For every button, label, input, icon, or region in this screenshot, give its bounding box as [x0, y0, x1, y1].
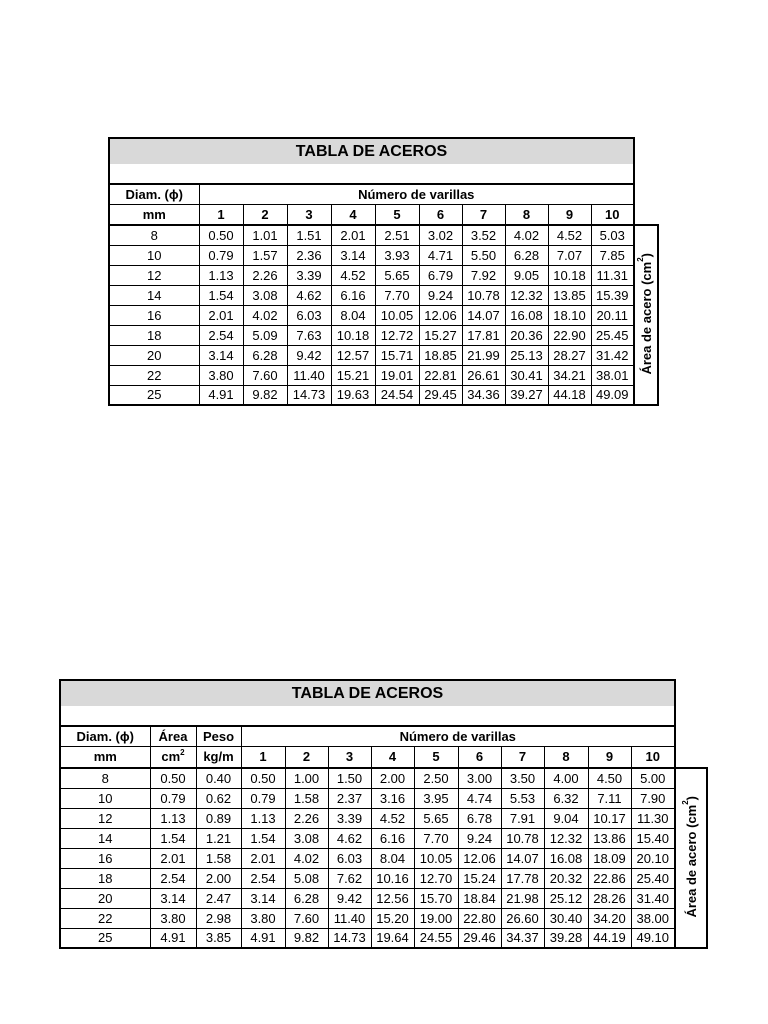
area-value-cell: 30.41 [505, 365, 548, 385]
area-value-cell: 18.09 [588, 848, 631, 868]
area-value-cell: 21.98 [501, 888, 544, 908]
area-value-cell: 10.78 [501, 828, 544, 848]
area-value-cell: 6.79 [419, 265, 462, 285]
area-header: Área [150, 726, 196, 746]
count-header: 4 [371, 746, 414, 768]
area-value-cell: 7.60 [285, 908, 328, 928]
area-value-cell: 21.99 [462, 345, 505, 365]
area-value-cell: 14.07 [462, 305, 505, 325]
area-cell: 2.54 [150, 868, 196, 888]
area-value-cell: 3.93 [375, 245, 419, 265]
area-value-cell: 4.52 [371, 808, 414, 828]
area-value-cell: 19.01 [375, 365, 419, 385]
area-value-cell: 18.85 [419, 345, 462, 365]
area-value-cell: 10.18 [331, 325, 375, 345]
area-value-cell: 7.62 [328, 868, 371, 888]
area-value-cell: 4.71 [419, 245, 462, 265]
area-value-cell: 1.57 [243, 245, 287, 265]
diameter-cell: 16 [60, 848, 150, 868]
area-value-cell: 22.90 [548, 325, 591, 345]
count-header: 4 [331, 204, 375, 225]
area-value-cell: 10.05 [414, 848, 458, 868]
area-unit-text: cm [161, 749, 181, 765]
area-value-cell: 3.80 [241, 908, 285, 928]
area-cell: 0.50 [150, 768, 196, 788]
diam-header: Diam. (ϕ) [60, 726, 150, 746]
area-value-cell: 19.00 [414, 908, 458, 928]
area-value-cell: 3.00 [458, 768, 501, 788]
area-value-cell: 9.04 [544, 808, 588, 828]
table-row [109, 265, 658, 285]
count-header: 5 [375, 204, 419, 225]
side-label-close: ) [638, 252, 654, 258]
area-value-cell: 25.12 [544, 888, 588, 908]
area-value-cell: 12.56 [371, 888, 414, 908]
area-value-cell: 1.58 [285, 788, 328, 808]
table-row [60, 768, 707, 788]
area-cell: 3.14 [150, 888, 196, 908]
area-value-cell: 34.20 [588, 908, 631, 928]
area-value-cell: 31.42 [591, 345, 634, 365]
area-value-cell: 10.78 [462, 285, 505, 305]
area-value-cell: 25.40 [631, 868, 675, 888]
area-value-cell: 44.19 [588, 928, 631, 948]
diam-unit: mm [60, 746, 150, 768]
area-value-cell: 38.01 [591, 365, 634, 385]
area-value-cell: 7.11 [588, 788, 631, 808]
table-row [109, 365, 658, 385]
area-value-cell: 1.54 [199, 285, 243, 305]
area-value-cell: 15.20 [371, 908, 414, 928]
area-value-cell: 12.72 [375, 325, 419, 345]
area-value-cell: 7.90 [631, 788, 675, 808]
area-value-cell: 6.28 [505, 245, 548, 265]
area-value-cell: 28.26 [588, 888, 631, 908]
area-value-cell: 15.27 [419, 325, 462, 345]
area-value-cell: 9.24 [419, 285, 462, 305]
area-value-cell: 3.16 [371, 788, 414, 808]
area-value-cell: 20.11 [591, 305, 634, 325]
count-header: 7 [501, 746, 544, 768]
peso-cell: 1.21 [196, 828, 241, 848]
area-value-cell: 16.08 [544, 848, 588, 868]
area-value-cell: 6.78 [458, 808, 501, 828]
area-value-cell: 17.78 [501, 868, 544, 888]
area-value-cell: 4.50 [588, 768, 631, 788]
area-value-cell: 2.36 [287, 245, 331, 265]
area-value-cell: 1.13 [199, 265, 243, 285]
area-value-cell: 2.51 [375, 225, 419, 245]
side-label-sup: 2 [680, 800, 690, 805]
area-value-cell: 29.46 [458, 928, 501, 948]
peso-cell: 1.58 [196, 848, 241, 868]
peso-unit: kg/m [196, 746, 241, 768]
area-value-cell: 3.52 [462, 225, 505, 245]
area-value-cell: 3.39 [287, 265, 331, 285]
area-value-cell: 12.06 [458, 848, 501, 868]
area-value-cell: 9.24 [458, 828, 501, 848]
area-value-cell: 6.28 [243, 345, 287, 365]
area-value-cell: 1.51 [287, 225, 331, 245]
area-value-cell: 5.03 [591, 225, 634, 245]
area-value-cell: 12.06 [419, 305, 462, 325]
diameter-cell: 8 [109, 225, 199, 245]
count-header: 8 [544, 746, 588, 768]
area-value-cell: 15.39 [591, 285, 634, 305]
count-header: 6 [458, 746, 501, 768]
area-value-cell: 7.92 [462, 265, 505, 285]
area-value-cell: 9.82 [285, 928, 328, 948]
area-value-cell: 15.70 [414, 888, 458, 908]
area-value-cell: 2.00 [371, 768, 414, 788]
diameter-cell: 25 [109, 385, 199, 405]
area-value-cell: 31.40 [631, 888, 675, 908]
count-header: 2 [243, 204, 287, 225]
diameter-cell: 22 [60, 908, 150, 928]
diameter-cell: 18 [109, 325, 199, 345]
area-value-cell: 0.50 [199, 225, 243, 245]
area-value-cell: 3.08 [285, 828, 328, 848]
diam-header: Diam. (ϕ) [109, 184, 199, 204]
area-value-cell: 4.02 [285, 848, 328, 868]
table-row [60, 868, 707, 888]
area-value-cell: 13.86 [588, 828, 631, 848]
diameter-cell: 20 [60, 888, 150, 908]
area-value-cell: 7.91 [501, 808, 544, 828]
area-value-cell: 1.54 [241, 828, 285, 848]
count-header: 1 [241, 746, 285, 768]
area-value-cell: 39.28 [544, 928, 588, 948]
area-value-cell: 6.16 [371, 828, 414, 848]
table-row [60, 848, 707, 868]
area-value-cell: 26.60 [501, 908, 544, 928]
table-row [60, 788, 707, 808]
area-value-cell: 10.18 [548, 265, 591, 285]
peso-cell: 2.98 [196, 908, 241, 928]
area-value-cell: 11.40 [287, 365, 331, 385]
area-value-cell: 49.09 [591, 385, 634, 405]
area-value-cell: 15.40 [631, 828, 675, 848]
table-row [109, 345, 658, 365]
area-value-cell: 3.39 [328, 808, 371, 828]
area-value-cell: 12.70 [414, 868, 458, 888]
area-value-cell: 12.57 [331, 345, 375, 365]
varillas-header: Número de varillas [241, 726, 675, 746]
table-row [109, 325, 658, 345]
area-unit-sup: 2 [180, 748, 185, 758]
table-row [60, 888, 707, 908]
area-value-cell: 10.05 [375, 305, 419, 325]
area-value-cell: 4.91 [199, 385, 243, 405]
diameter-cell: 8 [60, 768, 150, 788]
area-value-cell: 28.27 [548, 345, 591, 365]
area-value-cell: 9.82 [243, 385, 287, 405]
side-label [635, 252, 654, 375]
area-value-cell: 4.00 [544, 768, 588, 788]
area-value-cell: 34.37 [501, 928, 544, 948]
area-value-cell: 6.16 [331, 285, 375, 305]
empty-cell [675, 746, 707, 768]
table-row [109, 305, 658, 325]
area-value-cell: 2.01 [199, 305, 243, 325]
area-value-cell: 0.50 [241, 768, 285, 788]
diameter-cell: 25 [60, 928, 150, 948]
area-cell: 4.91 [150, 928, 196, 948]
area-value-cell: 9.42 [287, 345, 331, 365]
diameter-cell: 12 [109, 265, 199, 285]
area-value-cell: 2.01 [241, 848, 285, 868]
area-value-cell: 10.16 [371, 868, 414, 888]
diam-unit: mm [109, 204, 199, 225]
count-header: 8 [505, 204, 548, 225]
diameter-cell: 22 [109, 365, 199, 385]
area-value-cell: 4.74 [458, 788, 501, 808]
count-header: 2 [285, 746, 328, 768]
area-value-cell: 12.32 [505, 285, 548, 305]
area-value-cell: 17.81 [462, 325, 505, 345]
diameter-cell: 14 [109, 285, 199, 305]
peso-cell: 0.40 [196, 768, 241, 788]
area-value-cell: 1.13 [241, 808, 285, 828]
area-value-cell: 7.70 [375, 285, 419, 305]
area-value-cell: 14.73 [287, 385, 331, 405]
side-label-sup: 2 [635, 257, 645, 262]
area-value-cell: 29.45 [419, 385, 462, 405]
area-value-cell: 4.02 [505, 225, 548, 245]
area-value-cell: 1.01 [243, 225, 287, 245]
area-value-cell: 39.27 [505, 385, 548, 405]
area-value-cell: 5.50 [462, 245, 505, 265]
diameter-cell: 10 [60, 788, 150, 808]
area-value-cell: 14.07 [501, 848, 544, 868]
area-cell: 0.79 [150, 788, 196, 808]
table-row [60, 908, 707, 928]
area-cell: 3.80 [150, 908, 196, 928]
area-value-cell: 3.02 [419, 225, 462, 245]
area-value-cell: 22.86 [588, 868, 631, 888]
area-value-cell: 25.13 [505, 345, 548, 365]
area-value-cell: 0.79 [199, 245, 243, 265]
area-value-cell: 11.30 [631, 808, 675, 828]
peso-cell: 0.62 [196, 788, 241, 808]
area-value-cell: 3.14 [199, 345, 243, 365]
area-value-cell: 8.04 [331, 305, 375, 325]
peso-cell: 2.00 [196, 868, 241, 888]
area-value-cell: 3.14 [331, 245, 375, 265]
area-value-cell: 2.37 [328, 788, 371, 808]
area-value-cell: 20.36 [505, 325, 548, 345]
area-value-cell: 15.24 [458, 868, 501, 888]
area-value-cell: 49.10 [631, 928, 675, 948]
area-value-cell: 3.50 [501, 768, 544, 788]
table-title: TABLA DE ACEROS [109, 138, 634, 164]
area-value-cell: 6.03 [287, 305, 331, 325]
varillas-header: Número de varillas [199, 184, 634, 204]
area-value-cell: 5.53 [501, 788, 544, 808]
steel-table-1 [108, 137, 659, 406]
count-header: 10 [631, 746, 675, 768]
count-header: 7 [462, 204, 505, 225]
side-label-text: Área de acero (cm [683, 804, 699, 918]
area-value-cell: 15.21 [331, 365, 375, 385]
area-value-cell: 30.40 [544, 908, 588, 928]
area-value-cell: 24.54 [375, 385, 419, 405]
title-spacer [60, 706, 675, 726]
area-value-cell: 6.32 [544, 788, 588, 808]
area-value-cell: 4.02 [243, 305, 287, 325]
area-value-cell: 2.50 [414, 768, 458, 788]
area-value-cell: 9.42 [328, 888, 371, 908]
area-value-cell: 5.00 [631, 768, 675, 788]
area-value-cell: 6.03 [328, 848, 371, 868]
area-value-cell: 34.21 [548, 365, 591, 385]
area-unit [150, 746, 196, 768]
count-header: 10 [591, 204, 634, 225]
area-value-cell: 7.07 [548, 245, 591, 265]
area-value-cell: 1.00 [285, 768, 328, 788]
diameter-cell: 10 [109, 245, 199, 265]
area-value-cell: 44.18 [548, 385, 591, 405]
count-header: 9 [548, 204, 591, 225]
area-value-cell: 4.62 [287, 285, 331, 305]
table-row [60, 928, 707, 948]
area-value-cell: 1.50 [328, 768, 371, 788]
peso-cell: 2.47 [196, 888, 241, 908]
count-header: 9 [588, 746, 631, 768]
empty-cell [634, 204, 658, 225]
area-value-cell: 14.73 [328, 928, 371, 948]
area-value-cell: 26.61 [462, 365, 505, 385]
area-value-cell: 19.63 [331, 385, 375, 405]
area-value-cell: 3.80 [199, 365, 243, 385]
area-value-cell: 0.79 [241, 788, 285, 808]
area-value-cell: 22.81 [419, 365, 462, 385]
diameter-cell: 18 [60, 868, 150, 888]
area-value-cell: 3.08 [243, 285, 287, 305]
count-header: 6 [419, 204, 462, 225]
area-value-cell: 4.52 [331, 265, 375, 285]
area-value-cell: 18.10 [548, 305, 591, 325]
diameter-cell: 16 [109, 305, 199, 325]
area-value-cell: 7.70 [414, 828, 458, 848]
area-value-cell: 2.26 [285, 808, 328, 828]
side-label-cell [675, 768, 707, 948]
table-row [60, 828, 707, 848]
area-value-cell: 2.54 [241, 868, 285, 888]
area-value-cell: 38.00 [631, 908, 675, 928]
area-value-cell: 11.31 [591, 265, 634, 285]
peso-cell: 3.85 [196, 928, 241, 948]
area-value-cell: 25.45 [591, 325, 634, 345]
table-row [60, 808, 707, 828]
table-row [109, 245, 658, 265]
area-value-cell: 3.14 [241, 888, 285, 908]
area-cell: 1.54 [150, 828, 196, 848]
area-value-cell: 12.32 [544, 828, 588, 848]
area-value-cell: 2.01 [331, 225, 375, 245]
area-value-cell: 18.84 [458, 888, 501, 908]
area-value-cell: 34.36 [462, 385, 505, 405]
count-header: 3 [328, 746, 371, 768]
count-header: 1 [199, 204, 243, 225]
area-value-cell: 16.08 [505, 305, 548, 325]
area-value-cell: 6.28 [285, 888, 328, 908]
area-value-cell: 7.60 [243, 365, 287, 385]
area-value-cell: 13.85 [548, 285, 591, 305]
area-value-cell: 5.65 [375, 265, 419, 285]
area-value-cell: 5.65 [414, 808, 458, 828]
area-value-cell: 8.04 [371, 848, 414, 868]
steel-table-2 [59, 679, 708, 949]
area-value-cell: 11.40 [328, 908, 371, 928]
area-value-cell: 4.62 [328, 828, 371, 848]
diameter-cell: 20 [109, 345, 199, 365]
area-value-cell: 3.95 [414, 788, 458, 808]
area-value-cell: 24.55 [414, 928, 458, 948]
count-header: 3 [287, 204, 331, 225]
area-cell: 2.01 [150, 848, 196, 868]
area-value-cell: 2.26 [243, 265, 287, 285]
area-value-cell: 9.05 [505, 265, 548, 285]
table-row [109, 385, 658, 405]
area-value-cell: 20.10 [631, 848, 675, 868]
count-header: 5 [414, 746, 458, 768]
peso-header: Peso [196, 726, 241, 746]
area-value-cell: 5.09 [243, 325, 287, 345]
peso-cell: 0.89 [196, 808, 241, 828]
side-label-close: ) [683, 795, 699, 801]
side-label-text: Área de acero (cm [638, 261, 654, 375]
area-cell: 1.13 [150, 808, 196, 828]
area-value-cell: 7.85 [591, 245, 634, 265]
area-value-cell: 7.63 [287, 325, 331, 345]
area-value-cell: 10.17 [588, 808, 631, 828]
diameter-cell: 12 [60, 808, 150, 828]
area-value-cell: 4.91 [241, 928, 285, 948]
diameter-cell: 14 [60, 828, 150, 848]
area-value-cell: 4.52 [548, 225, 591, 245]
area-value-cell: 2.54 [199, 325, 243, 345]
side-label [680, 795, 699, 918]
title-spacer [109, 164, 634, 184]
side-label-cell [634, 225, 658, 405]
area-value-cell: 5.08 [285, 868, 328, 888]
area-value-cell: 22.80 [458, 908, 501, 928]
table-row [109, 285, 658, 305]
area-value-cell: 19.64 [371, 928, 414, 948]
table-row [109, 225, 658, 245]
area-value-cell: 20.32 [544, 868, 588, 888]
table-title: TABLA DE ACEROS [60, 680, 675, 706]
area-value-cell: 15.71 [375, 345, 419, 365]
